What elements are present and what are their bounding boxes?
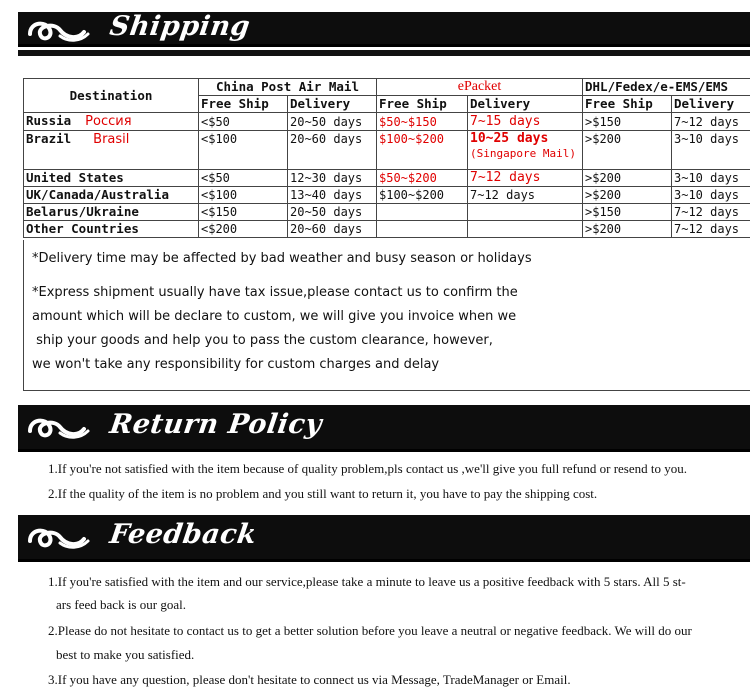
feedback-line: 3.If you have any question, please don't hesitate to connect us via Message, TradeManager or Email. (48, 672, 571, 687)
express-free-ship: >$150 (583, 113, 672, 131)
destination-native-name: Brasil (93, 132, 130, 147)
shipping-notes (23, 240, 750, 391)
china-post-free-ship: <$100 (199, 131, 288, 170)
epacket-free-ship (377, 204, 468, 221)
feedback-line: ars feed back is our goal. (56, 597, 186, 612)
express-free-ship: >$150 (583, 204, 672, 221)
china-post-free-ship: <$50 (199, 113, 288, 131)
china-post-delivery: 13~40 days (288, 187, 377, 204)
china-post-free-ship: <$100 (199, 187, 288, 204)
china-post-delivery: 12~30 days (288, 170, 377, 187)
destination-name: Brazil (26, 131, 72, 146)
feedback-line: best to make you satisfied. (56, 647, 195, 662)
shipping-table (23, 78, 750, 238)
epacket-free-ship: $100~$200 (377, 187, 468, 204)
table-row (24, 131, 750, 170)
china-post-delivery: 20~60 days (288, 221, 377, 238)
shipping-banner (18, 12, 750, 47)
subheader: Delivery (468, 96, 583, 113)
table-row (24, 187, 750, 204)
shipping-rule (18, 50, 750, 56)
carrier-express: DHL/Fedex/e-EMS/EMS (583, 79, 750, 96)
subheader: Delivery (288, 96, 377, 113)
destination-header: Destination (24, 79, 199, 113)
return-policy-title: Return Policy (107, 409, 324, 440)
express-note-line: ship your goods and help you to pass the custom clearance, however, (32, 333, 493, 348)
express-delivery: 7~12 days (672, 221, 750, 238)
table-row (24, 204, 750, 221)
destination-name: United States (24, 170, 199, 187)
feedback-banner (18, 515, 750, 562)
return-policy-banner (18, 405, 750, 452)
swirl-logo-icon (24, 14, 94, 46)
swirl-logo-icon (24, 521, 94, 553)
epacket-delivery (468, 221, 583, 238)
china-post-delivery: 20~50 days (288, 113, 377, 131)
epacket-delivery (468, 204, 583, 221)
express-free-ship: >$200 (583, 170, 672, 187)
epacket-free-ship (377, 221, 468, 238)
epacket-free-ship: $50~$150 (377, 113, 468, 131)
express-free-ship: >$200 (583, 187, 672, 204)
express-delivery: 3~10 days (672, 131, 750, 170)
express-note-line: *Express shipment usually have tax issue,please contact us to confirm the (32, 285, 518, 300)
subheader: Free Ship (199, 96, 288, 113)
express-free-ship: >$200 (583, 131, 672, 170)
shipping-title: Shipping (107, 11, 253, 42)
swirl-logo-icon (24, 411, 94, 443)
epacket-delivery-cell (468, 131, 583, 170)
china-post-delivery: 20~60 days (288, 131, 377, 170)
epacket-delivery: 10~25 days (470, 131, 549, 146)
destination-name: Russia (26, 113, 72, 128)
epacket-free-ship: $50~$200 (377, 170, 468, 187)
subheader: Free Ship (377, 96, 468, 113)
express-delivery: 3~10 days (672, 187, 750, 204)
feedback-line: 1.If you're satisfied with the item and our service,please take a minute to leave us a positive feedback with 5 stars. All 5 st- (48, 574, 686, 589)
table-row (24, 221, 750, 238)
epacket-delivery-note: (Singapore Mail) (470, 147, 576, 160)
destination-name: Other Countries (24, 221, 199, 238)
carrier-epacket: ePacket (377, 79, 583, 96)
epacket-delivery: 7~12 days (468, 170, 583, 187)
express-delivery: 3~10 days (672, 170, 750, 187)
china-post-delivery: 20~50 days (288, 204, 377, 221)
carrier-china-post: China Post Air Mail (199, 79, 377, 96)
delivery-note: *Delivery time may be affected by bad weather and busy season or holidays (32, 251, 532, 266)
return-policy-item: 2.If the quality of the item is no problem and you still want to return it, you have to pay the shipping cost. (48, 486, 598, 501)
table-row (24, 113, 750, 131)
subheader: Delivery (672, 96, 750, 113)
express-free-ship: >$200 (583, 221, 672, 238)
express-note-line: we won't take any responsibility for custom charges and delay (32, 357, 440, 372)
china-post-free-ship: <$150 (199, 204, 288, 221)
china-post-free-ship: <$50 (199, 170, 288, 187)
destination-native-name: Россия (85, 114, 132, 129)
epacket-delivery: 7~12 days (468, 187, 583, 204)
express-delivery: 7~12 days (672, 113, 750, 131)
china-post-free-ship: <$200 (199, 221, 288, 238)
destination-name: UK/Canada/Australia (24, 187, 199, 204)
express-delivery: 7~12 days (672, 204, 750, 221)
subheader: Free Ship (583, 96, 672, 113)
destination-name: Belarus/Ukraine (24, 204, 199, 221)
epacket-delivery: 7~15 days (468, 113, 583, 131)
feedback-title: Feedback (107, 519, 259, 550)
table-row (24, 170, 750, 187)
return-policy-item: 1.If you're not satisfied with the item because of quality problem,pls contact us ,we'll give you full refund or resend to you. (48, 461, 687, 476)
epacket-free-ship: $100~$200 (377, 131, 468, 170)
feedback-line: 2.Please do not hesitate to contact us to get a better solution before you leave a neutral or negative feedback. We will do our (48, 623, 692, 638)
express-note-line: amount which will be declare to custom, we will give you invoice when we (32, 309, 517, 324)
